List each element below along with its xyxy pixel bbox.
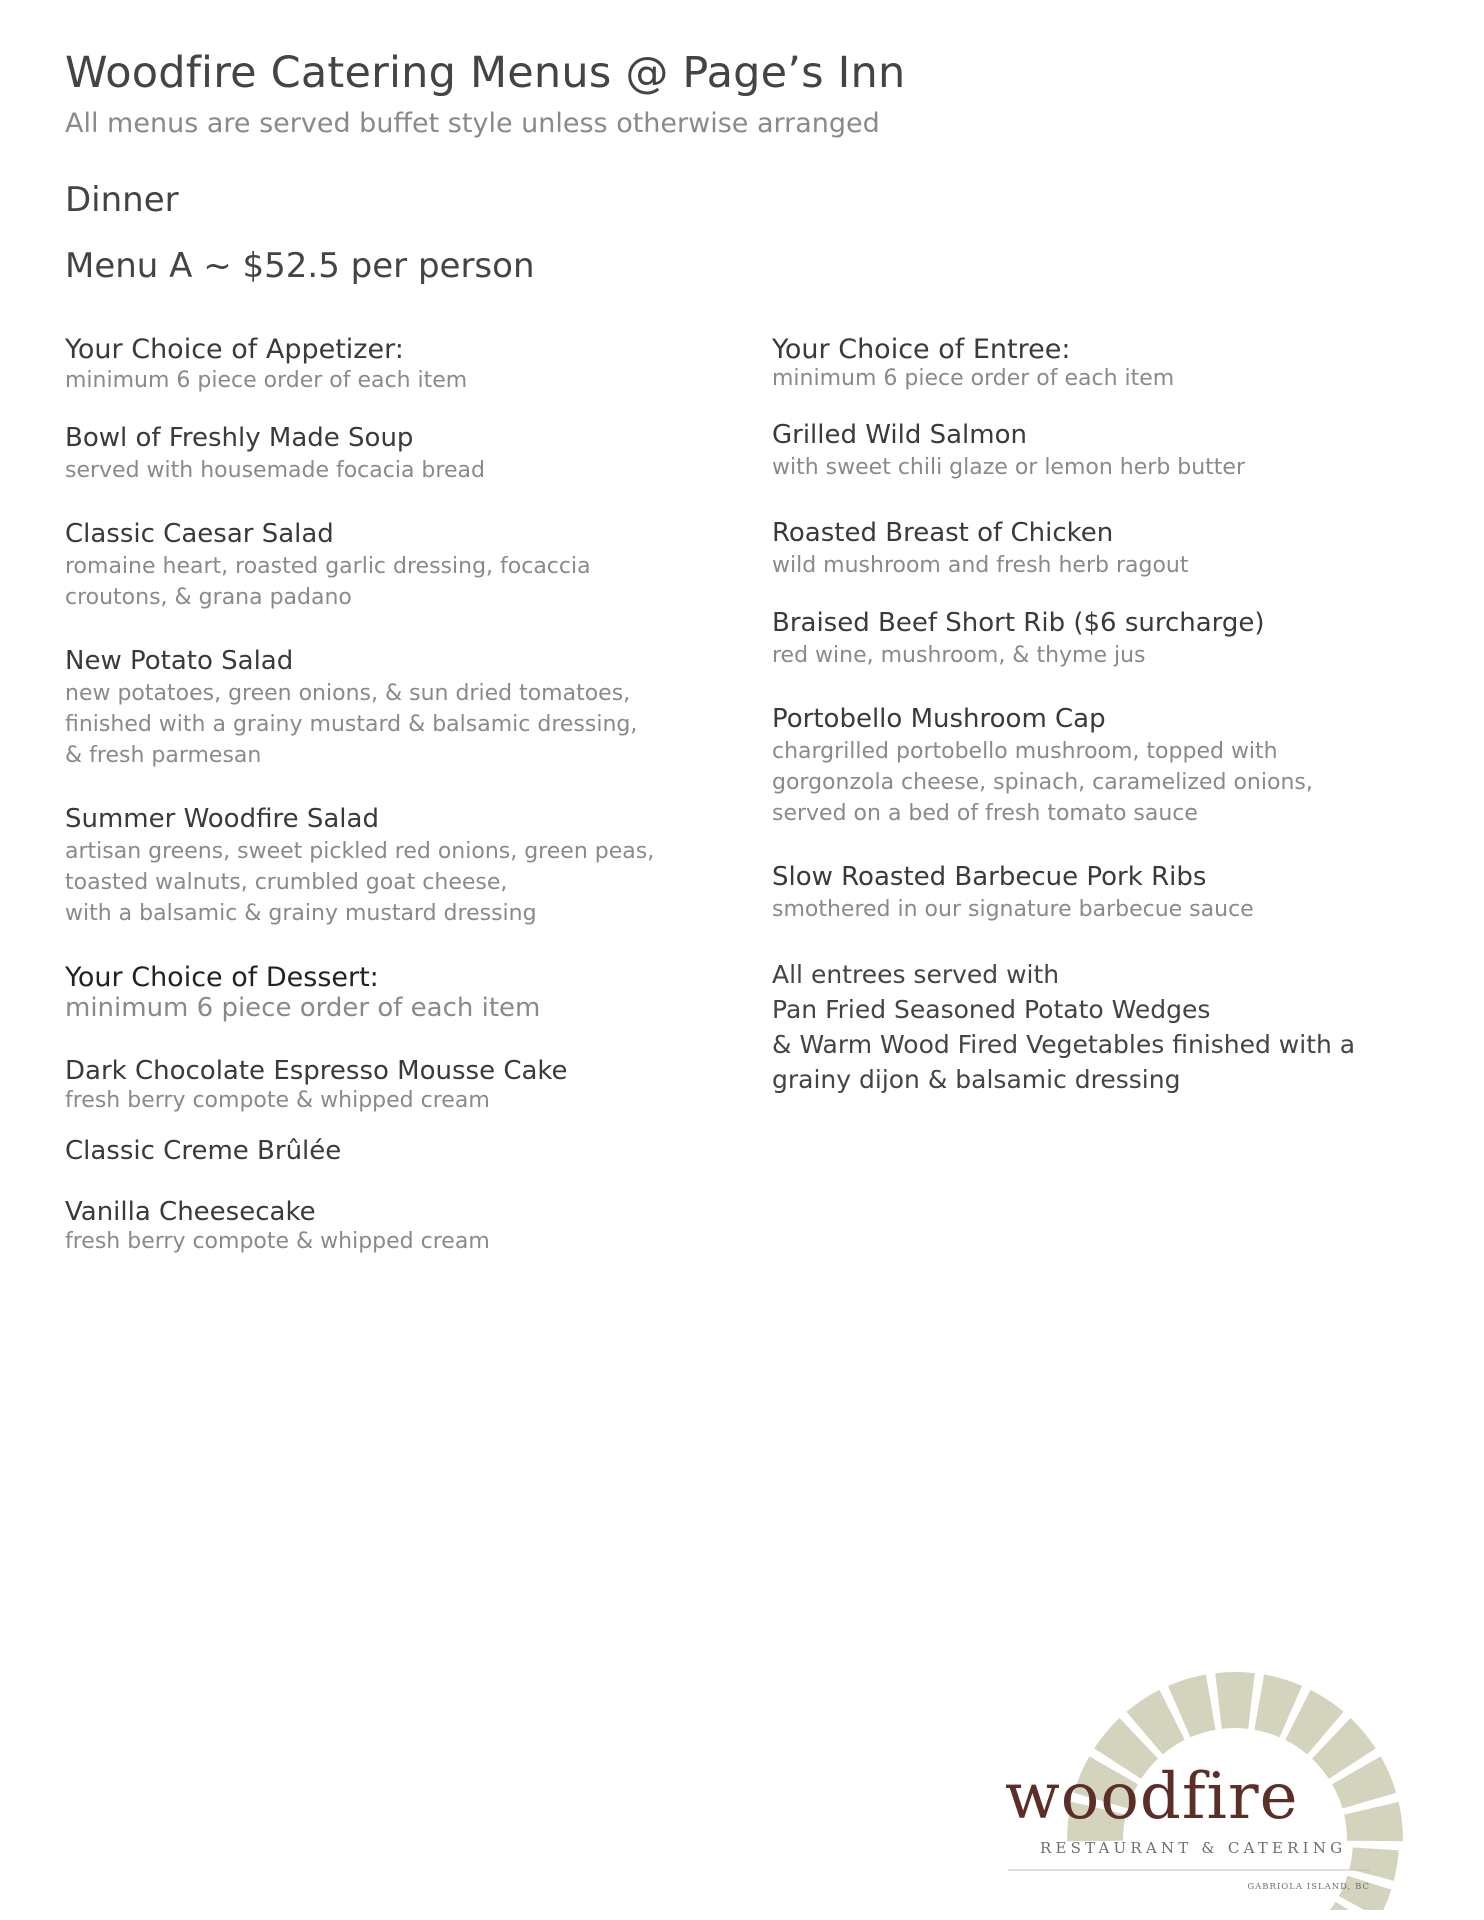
- logo-location: GABRIOLA ISLAND, BC: [1247, 1882, 1370, 1892]
- arch-stone: [1344, 1802, 1403, 1841]
- menu-item-description: served with housemade focacia bread: [65, 458, 485, 483]
- menu-item-description: romaine heart, roasted garlic dressing, focaccia croutons, & grana padano: [65, 554, 591, 610]
- dessert-section: [65, 961, 755, 1023]
- menu-item: [65, 1055, 755, 1113]
- dessert-section-title: Your Choice of Dessert:: [65, 962, 379, 993]
- entree-sides-note: [772, 957, 1462, 1097]
- entree-section: [772, 333, 1462, 391]
- sides-line: grainy dijon & balsamic dressing: [772, 1065, 1181, 1094]
- menu-item-name: Bowl of Freshly Made Soup: [65, 423, 414, 453]
- menu-item-name: Vanilla Cheesecake: [65, 1197, 316, 1227]
- entree-section-note: minimum 6 piece order of each item: [772, 366, 1175, 391]
- appetizer-section-title: Your Choice of Appetizer:: [65, 334, 404, 365]
- arch-stone: [1339, 1876, 1392, 1910]
- menu-item: [772, 419, 1462, 483]
- menu-item-description: wild mushroom and fresh herb ragout: [772, 553, 1189, 578]
- menu-item-name: Grilled Wild Salmon: [772, 420, 1027, 450]
- menu-item: [772, 607, 1462, 671]
- menu-item-description: artisan greens, sweet pickled red onions, green peas, toasted walnuts, crumbled goat cheese, with a balsamic & grainy mustard dressing: [65, 839, 655, 926]
- menu-item-description: smothered in our signature barbecue sauce: [772, 897, 1254, 922]
- sides-line: & Warm Wood Fired Vegetables finished with a: [772, 1030, 1356, 1059]
- arch-stone: [1215, 1672, 1255, 1729]
- menu-item-name: Braised Beef Short Rib ($6 surcharge): [772, 608, 1265, 638]
- meal-heading: Dinner: [65, 180, 179, 220]
- sides-line: All entrees served with: [772, 960, 1060, 989]
- menu-item: [65, 645, 755, 771]
- menu-item: [65, 1135, 755, 1168]
- menu-item-name: New Potato Salad: [65, 646, 294, 676]
- menu-item-name: Classic Creme Brûlée: [65, 1136, 342, 1166]
- menu-item-name: Dark Chocolate Espresso Mousse Cake: [65, 1056, 568, 1086]
- page-title: Woodfire Catering Menus @ Page’s Inn: [65, 48, 906, 98]
- logo-tagline: RESTAURANT & CATERING: [1040, 1839, 1347, 1857]
- menu-item-name: Roasted Breast of Chicken: [772, 518, 1114, 548]
- menu-item-description: fresh berry compote & whipped cream: [65, 1088, 490, 1113]
- appetizer-section: [65, 333, 755, 395]
- menu-name: Menu A ~ $52.5 per person: [65, 246, 535, 286]
- menu-item: [772, 861, 1462, 925]
- entree-section-title: Your Choice of Entree:: [772, 334, 1071, 365]
- left-column: [65, 333, 755, 1254]
- woodfire-logo: [985, 1640, 1455, 1910]
- menu-item-description: red wine, mushroom, & thyme jus: [772, 643, 1146, 668]
- dessert-section-note: minimum 6 piece order of each item: [65, 993, 541, 1023]
- menu-item-description: with sweet chili glaze or lemon herb butter: [772, 455, 1246, 480]
- menu-item: [772, 703, 1462, 829]
- right-column: [772, 333, 1462, 1097]
- arch-stone: [1349, 1847, 1398, 1880]
- menu-item-name: Classic Caesar Salad: [65, 519, 334, 549]
- appetizer-section-note: minimum 6 piece order of each item: [65, 368, 468, 393]
- page-subtitle: All menus are served buffet style unless otherwise arranged: [65, 108, 880, 139]
- menu-item-description: fresh berry compote & whipped cream: [65, 1229, 490, 1254]
- menu-item-description: new potatoes, green onions, & sun dried tomatoes, finished with a grainy mustard & balsamic dressing, & fresh parmesan: [65, 681, 638, 768]
- menu-item: [65, 1196, 755, 1254]
- menu-item-description: chargrilled portobello mushroom, topped with gorgonzola cheese, spinach, caramelized onions, served on a bed of fresh tomato sauce: [772, 739, 1313, 826]
- menu-item: [772, 517, 1462, 581]
- menu-item: [65, 518, 755, 613]
- sides-line: Pan Fried Seasoned Potato Wedges: [772, 995, 1211, 1024]
- menu-item-name: Summer Woodfire Salad: [65, 804, 379, 834]
- logo-wordmark: woodfire: [1005, 1760, 1299, 1834]
- menu-item: [65, 422, 755, 486]
- menu-item-name: Portobello Mushroom Cap: [772, 704, 1106, 734]
- menu-item: [65, 803, 755, 929]
- menu-item-name: Slow Roasted Barbecue Pork Ribs: [772, 862, 1207, 892]
